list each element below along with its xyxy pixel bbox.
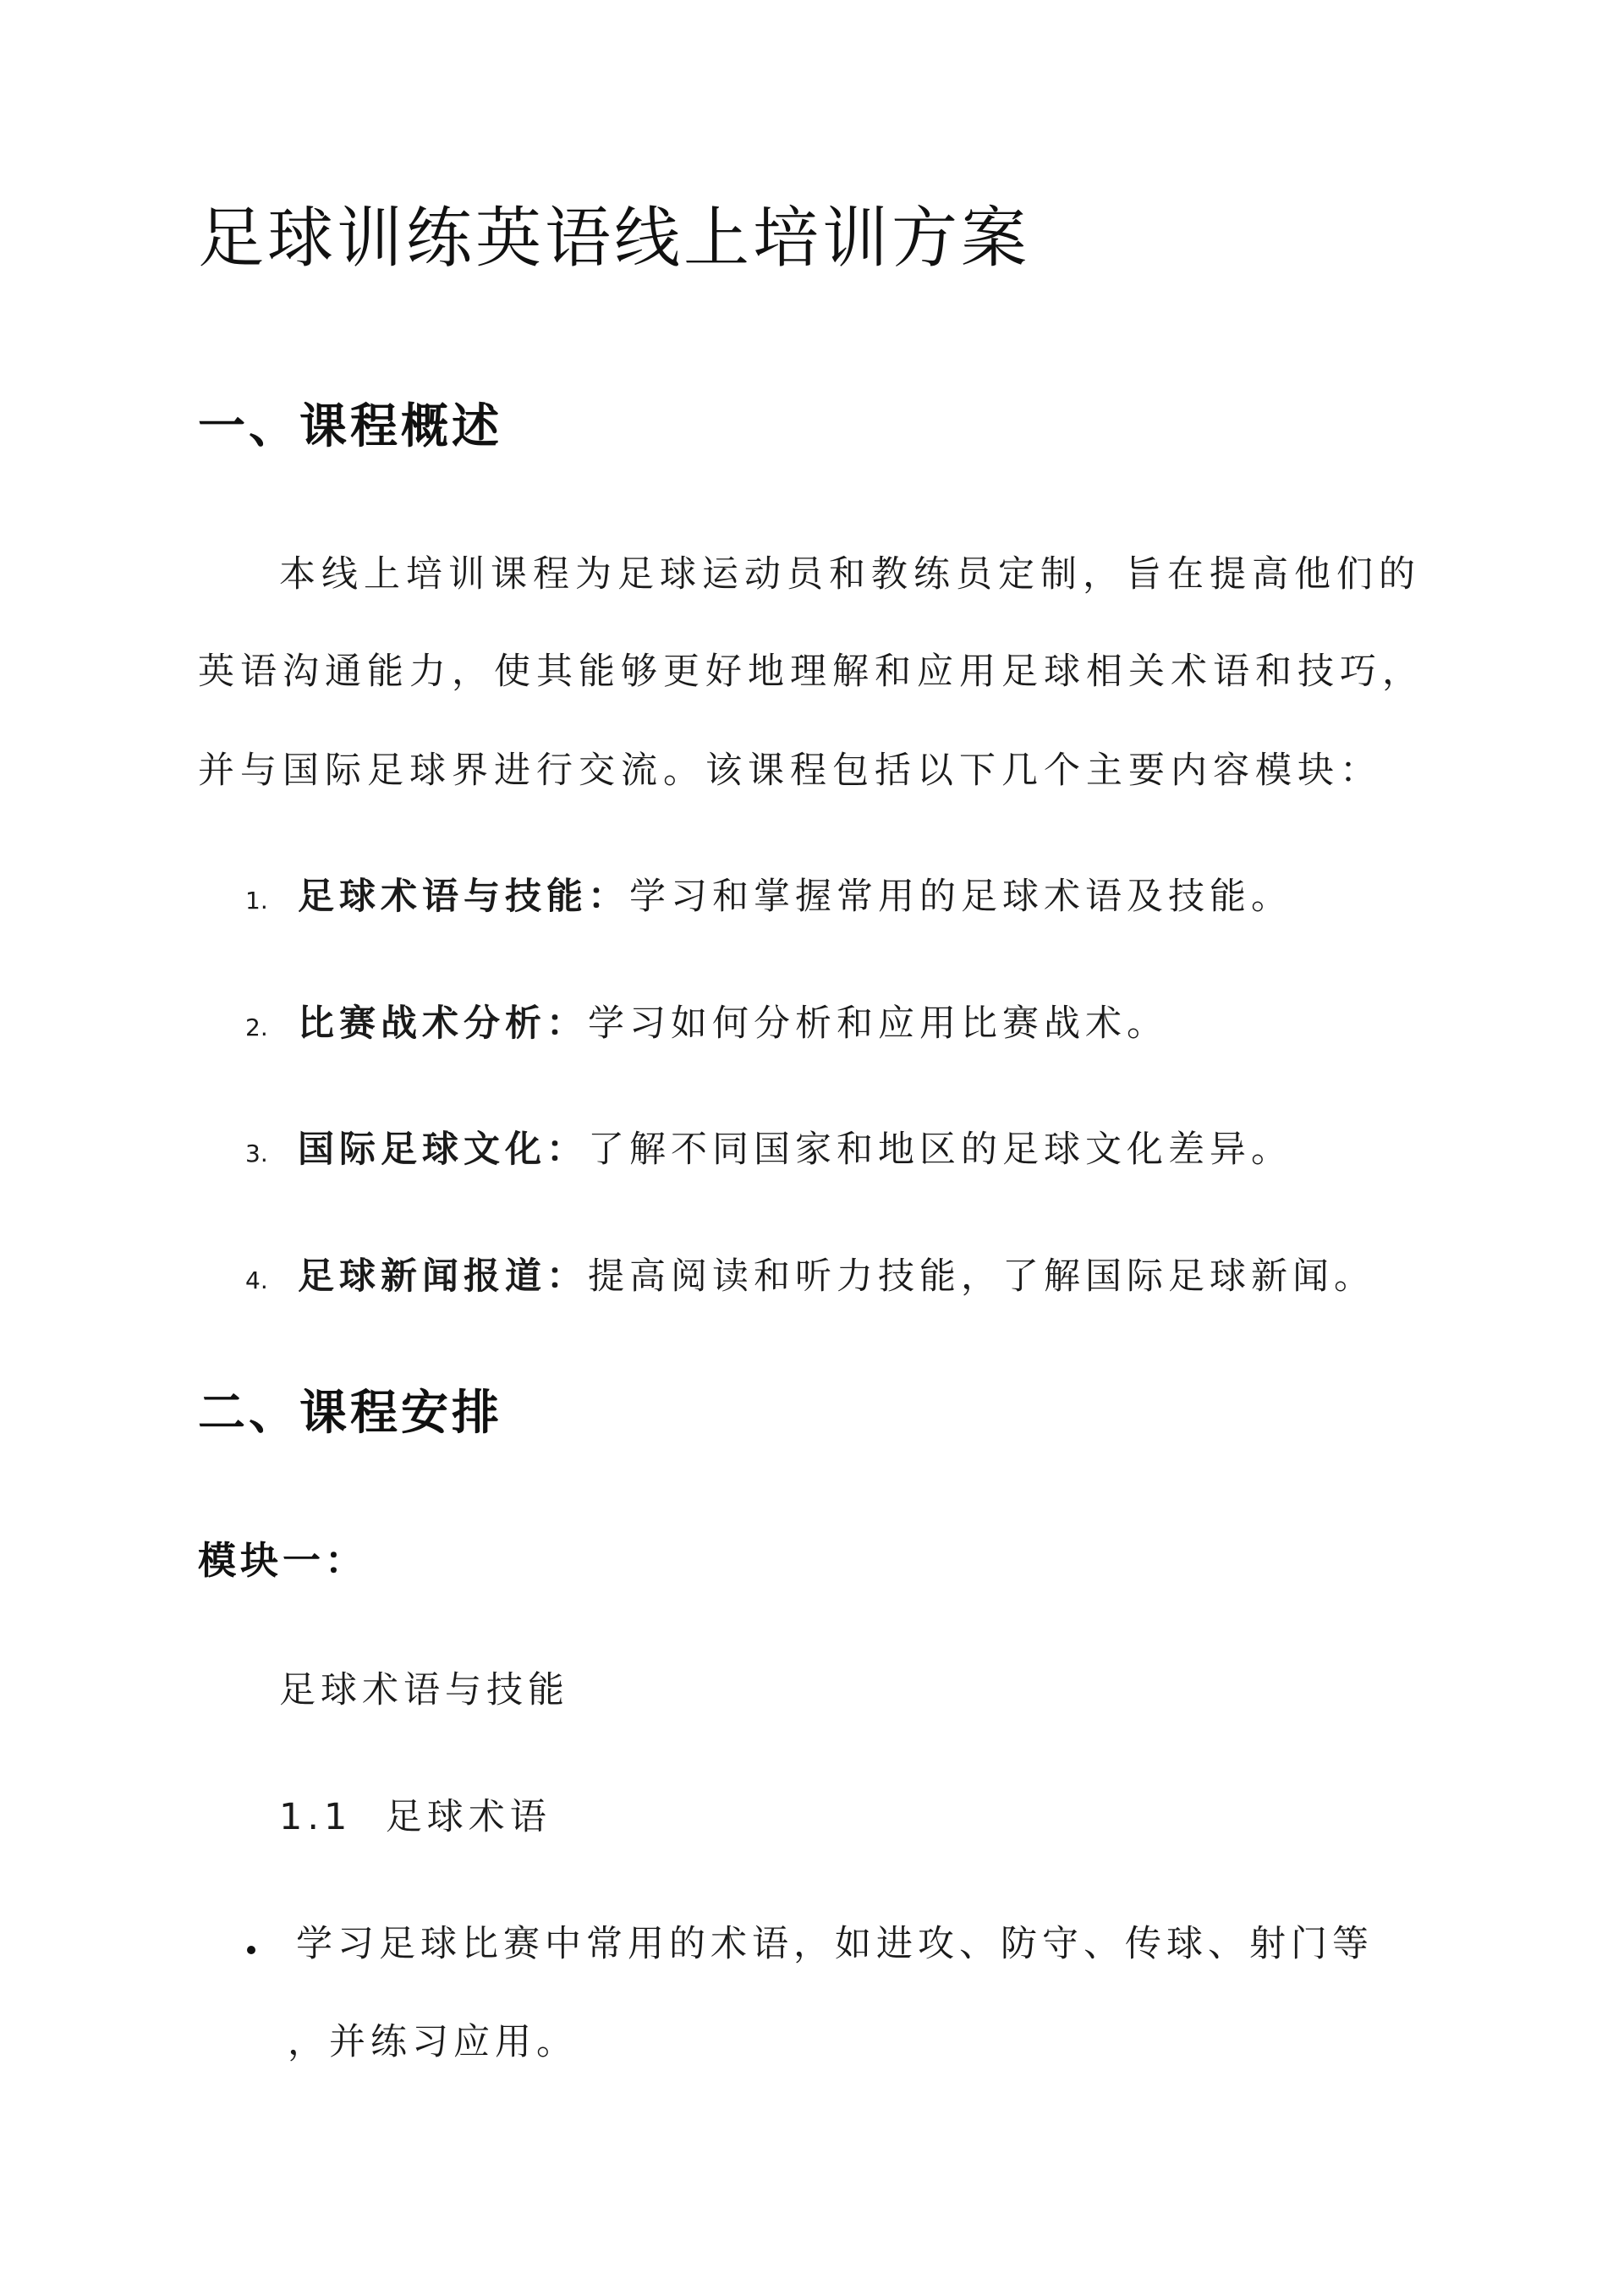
list-item-term: 足球新闻报道： [298,1255,588,1298]
bullet-icon [247,1946,255,1954]
overview-paragraph-line-1: 本线上培训课程为足球运动员和教练员定制，旨在提高他们的 [279,553,1421,596]
subsection-title: 1.1 足球术语 [279,1796,551,1838]
module-list-item [245,1126,1292,1176]
list-item-number: 2. [245,1013,268,1041]
module-list-item [245,1253,1375,1303]
section-heading-schedule: 二、课程安排 [198,1386,502,1441]
document-title: 足球训练英语线上培训方案 [198,200,1031,277]
list-item-term: 比赛战术分析： [298,1002,588,1045]
module-label: 模块一： [198,1538,368,1583]
list-item-number: 4. [245,1266,268,1294]
list-item-description: 提高阅读和听力技能，了解国际足球新闻。 [588,1255,1375,1298]
module-list-item [245,873,1292,923]
module-list-item [245,1000,1168,1050]
list-item-number: 3. [245,1139,268,1167]
overview-paragraph-line-2: 英语沟通能力，使其能够更好地理解和应用足球相关术语和技巧， [198,651,1424,693]
overview-paragraph-line-3: 并与国际足球界进行交流。该课程包括以下几个主要内容模块： [198,750,1382,792]
list-item-term: 国际足球文化： [298,1129,588,1171]
bullet-text-line-2: ，并练习应用。 [288,2021,578,2063]
list-item-description: 学习和掌握常用的足球术语及技能。 [629,876,1292,918]
list-item-number: 1. [245,886,268,915]
list-item-description: 学习如何分析和应用比赛战术。 [588,1002,1168,1045]
module-title: 足球术语与技能 [279,1669,569,1711]
list-item-term: 足球术语与技能： [298,876,629,918]
bullet-text-line-1: 学习足球比赛中常用的术语，如进攻、防守、传球、射门等 [296,1923,1374,1965]
section-heading-overview: 一、课程概述 [198,399,502,454]
list-item-description: 了解不同国家和地区的足球文化差异。 [588,1129,1292,1171]
